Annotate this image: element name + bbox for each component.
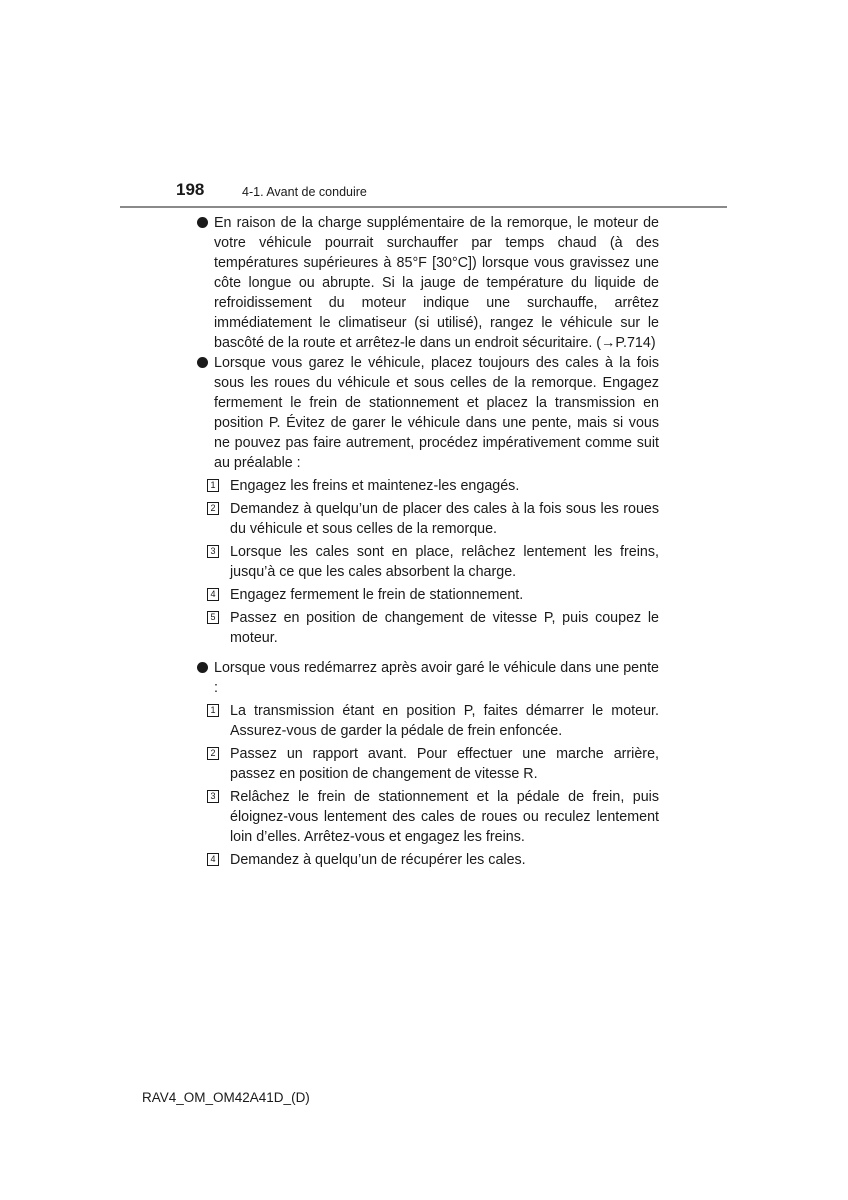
bullet-item	[197, 213, 659, 353]
step-item	[207, 499, 659, 539]
step-item	[207, 701, 659, 741]
step-text: Engagez les freins et maintenez-les engagés.	[230, 478, 520, 494]
step-number-box: 4	[207, 588, 219, 601]
page-content	[197, 213, 659, 873]
step-list	[207, 701, 659, 870]
step-list	[207, 476, 659, 648]
page-number: 198	[176, 180, 205, 199]
bullet-text: En raison de la charge supplémentaire de la remorque, le moteur de votre véhicule pourrait surchauffer par temps chaud (à des températures supérieures à 85°F [30°C]) lorsque vous gravissez une côte longue ou abrupte. Si la jauge de température du liquide de refroidissement du moteur indique une surchauffe, arrêtez immédiatement le climatiseur (si utilisé), rangez le véhicule sur le bascôté de la route et arrêtez-le dans un endroit sécuritaire. (→P.714)	[214, 215, 659, 351]
step-item	[207, 608, 659, 648]
bullet-icon	[197, 217, 208, 228]
step-number-box: 2	[207, 747, 219, 760]
bullet-icon	[197, 357, 208, 368]
bullet-icon	[197, 662, 208, 673]
step-text: Passez un rapport avant. Pour effectuer une marche arrière, passez en position de changement de vitesse R.	[230, 746, 659, 782]
step-number-box: 3	[207, 545, 219, 558]
step-text: Demandez à quelqu’un de récupérer les cales.	[230, 852, 526, 868]
bullet-item	[197, 658, 659, 698]
step-item	[207, 585, 659, 605]
step-item	[207, 476, 659, 496]
step-item	[207, 787, 659, 847]
step-text: La transmission étant en position P, faites démarrer le moteur. Assurez-vous de garder la pédale de frein enfoncée.	[230, 703, 659, 739]
document-code: RAV4_OM_OM42A41D_(D)	[142, 1090, 310, 1105]
step-item	[207, 850, 659, 870]
step-number-box: 1	[207, 479, 219, 492]
step-text: Lorsque les cales sont en place, relâchez lentement les freins, jusqu’à ce que les cales absorbent la charge.	[230, 544, 659, 580]
bullet-item	[197, 353, 659, 473]
header-divider	[120, 206, 727, 208]
step-text: Passez en position de changement de vitesse P, puis coupez le moteur.	[230, 610, 659, 646]
step-text: Engagez fermement le frein de stationnement.	[230, 587, 524, 603]
step-text: Relâchez le frein de stationnement et la pédale de frein, puis éloignez-vous lentement des cales de roues ou reculez lentement loin d’elles. Arrêtez-vous et engagez les freins.	[230, 789, 659, 845]
step-number-box: 3	[207, 790, 219, 803]
step-item	[207, 744, 659, 784]
step-text: Demandez à quelqu’un de placer des cales à la fois sous les roues du véhicule et sous celles de la remorque.	[230, 501, 659, 537]
step-number-box: 5	[207, 611, 219, 624]
step-number-box: 4	[207, 853, 219, 866]
step-item	[207, 542, 659, 582]
bullet-text: Lorsque vous redémarrez après avoir garé le véhicule dans une pente :	[214, 660, 659, 696]
step-number-box: 2	[207, 502, 219, 515]
step-number-box: 1	[207, 704, 219, 717]
section-title: 4-1. Avant de conduire	[242, 185, 367, 199]
bullet-text: Lorsque vous garez le véhicule, placez toujours des cales à la fois sous les roues du véhicule et sous celles de la remorque. Engagez fermement le frein de stationnement et placez la transmission en position P. Évitez de garer le véhicule dans une pente, mais si vous ne pouvez pas faire autrement, procédez impérativement comme suit au préalable :	[214, 355, 659, 471]
